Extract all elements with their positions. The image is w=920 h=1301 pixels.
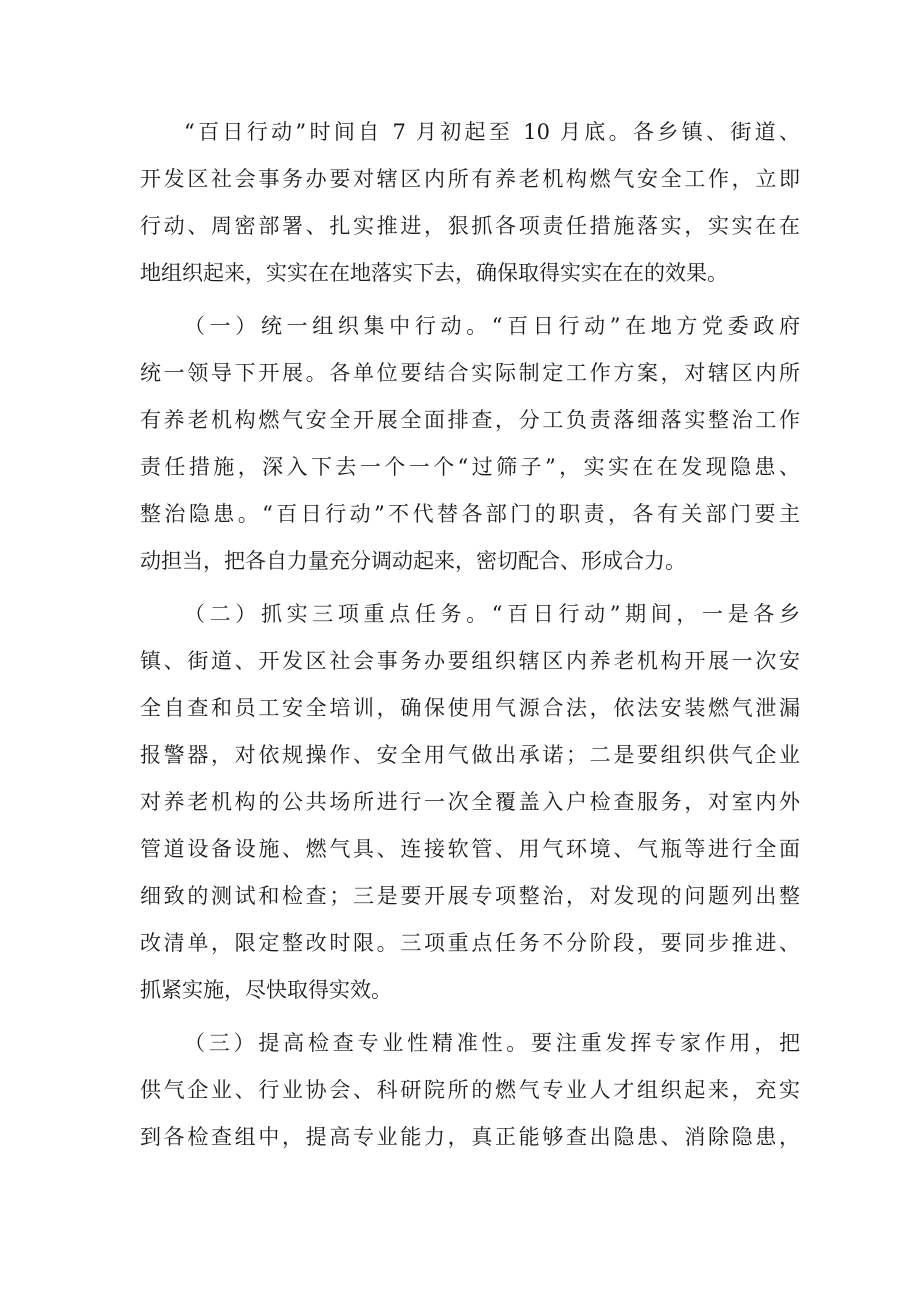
paragraph-1-line-2: 开发区社会事务办要对辖区内所有养老机构燃气安全工作，立即 — [140, 167, 800, 191]
section-2-line-8: 改清单，限定整改时限。三项重点任务不分阶段，要同步推进、 — [140, 931, 800, 955]
section-2-line-2: 镇、街道、开发区社会事务办要组织辖区内养老机构开展一次安 — [140, 649, 800, 673]
section-1-line-2: 统一领导下开展。各单位要结合实际制定工作方案，对辖区内所 — [140, 361, 800, 385]
section-2-line-4: 报警器，对依规操作、安全用气做出承诺；二是要组织供气企业 — [140, 743, 800, 767]
section-2-line-3: 全自查和员工安全培训，确保使用气源合法，依法安装燃气泄漏 — [140, 696, 800, 720]
paragraph-1-line-1: “百日行动”时间自 7 月初起至 10 月底。各乡镇、街道、 — [184, 120, 800, 144]
section-2-line-5: 对养老机构的公共场所进行一次全覆盖入户检查服务，对室内外 — [140, 790, 800, 814]
paragraph-1-line-3: 行动、周密部署、扎实推进，狠抓各项责任措施落实，实实在在 — [140, 214, 800, 238]
section-3-line-3: 到各检查组中，提高专业能力，真正能够查出隐患、消除隐患， — [140, 1125, 800, 1149]
section-2-line-9: 抓紧实施，尽快取得实效。 — [140, 978, 392, 1002]
section-3-heading-line: （三）提高检查专业性精准性。要注重发挥专家作用，把 — [184, 1031, 800, 1055]
section-1-line-6: 动担当，把各自力量充分调动起来，密切配合、形成合力。 — [140, 549, 686, 573]
section-2-line-7: 细致的测试和检查；三是要开展专项整治，对发现的问题列出整 — [140, 884, 800, 908]
section-2-heading-line: （二）抓实三项重点任务。“百日行动”期间，一是各乡 — [184, 602, 800, 626]
section-3-line-2: 供气企业、行业协会、科研院所的燃气专业人才组织起来，充实 — [140, 1078, 800, 1102]
section-2-line-6: 管道设备设施、燃气具、连接软管、用气环境、气瓶等进行全面 — [140, 837, 800, 861]
section-1-line-4: 责任措施，深入下去一个一个“过筛子”，实实在在发现隐患、 — [140, 455, 800, 479]
paragraph-1-line-4: 地组织起来，实实在在地落实下去，确保取得实实在在的效果。 — [140, 261, 728, 285]
section-1-heading-line: （一）统一组织集中行动。“百日行动”在地方党委政府 — [184, 314, 800, 338]
section-1-line-3: 有养老机构燃气安全开展全面排查，分工负责落细落实整治工作 — [140, 408, 800, 432]
section-1-line-5: 整治隐患。“百日行动”不代替各部门的职责，各有关部门要主 — [140, 502, 800, 526]
